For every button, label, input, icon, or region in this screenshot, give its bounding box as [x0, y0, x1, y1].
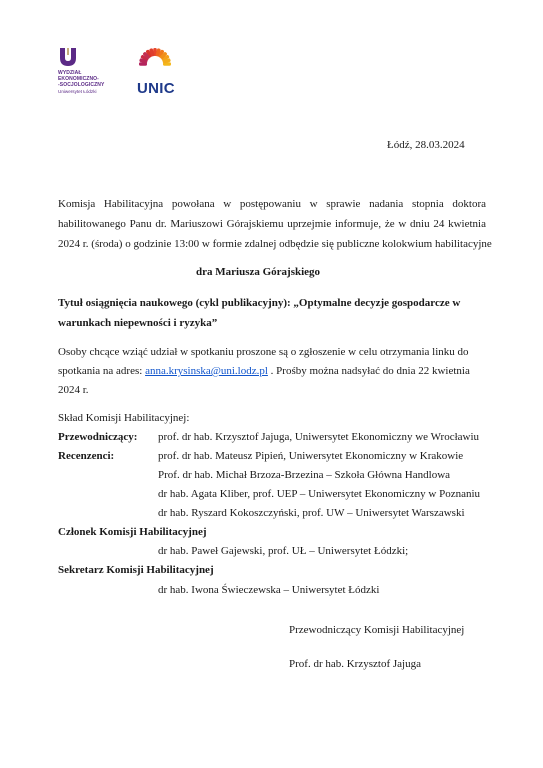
intro-line-3: 2024 r. (środa) o godzinie 13:00 w formie zdalnej odbędzie się publiczne kolokwium habilitacyjne [58, 238, 492, 250]
achievement-line-1: Tytuł osiągnięcia naukowego (cykl publikacyjny): „Optymalne decyzje gospodarcze w [58, 297, 461, 309]
reviewer-2: Prof. dr hab. Michał Brzoza-Brzezina – Szkoła Główna Handlowa [158, 469, 451, 481]
secretary-label: Sekretarz Komisji Habilitacyjnej [58, 564, 214, 576]
achievement-line-2: warunkach niepewności i ryzyka” [58, 317, 218, 329]
reviewers-label: Recenzenci: [58, 450, 115, 462]
unic-wordmark: UNIC [137, 80, 175, 97]
registration-suffix: . Prośby można nadsyłać do dnia 22 kwietnia [267, 365, 470, 377]
reviewer-1: prof. dr hab. Mateusz Pipień, Uniwersytet Ekonomiczny w Krakowie [158, 450, 464, 462]
member-name: dr hab. Paweł Gajewski, prof. UŁ – Uniwersytet Łódzki; [158, 545, 409, 557]
faculty-university: Uniwersytet Łódzki [58, 89, 97, 94]
registration-line-2 [58, 365, 470, 377]
faculty-name-line1: WYDZIAŁ [58, 70, 82, 76]
intro-line-1: Komisja Habilitacyjna powołana w postępowaniu w sprawie nadania stopnia doktora [58, 198, 486, 210]
faculty-logo-mark-icon [58, 46, 78, 68]
registration-line-3: 2024 r. [58, 384, 89, 396]
unic-sun-icon [135, 44, 175, 80]
chair-label: Przewodniczący: [58, 431, 138, 443]
faculty-name-line3: -SOCJOLOGICZNY [58, 82, 105, 88]
document-date: Łódź, 28.03.2024 [387, 139, 465, 151]
registration-prefix: spotkania na adres: [58, 365, 146, 377]
reviewer-3: dr hab. Agata Kliber, prof. UEP – Uniwersytet Ekonomiczny w Poznaniu [158, 488, 481, 500]
faculty-logo [58, 46, 120, 106]
secretary-name: dr hab. Iwona Świeczewska – Uniwersytet Łódzki [158, 584, 380, 596]
member-label: Członek Komisji Habilitacyjnej [58, 526, 207, 538]
signature-name: Prof. dr hab. Krzysztof Jajuga [289, 658, 421, 670]
committee-heading: Skład Komisji Habilitacyjnej: [58, 412, 190, 424]
reviewer-4: dr hab. Ryszard Kokoszczyński, prof. UW – Uniwersytet Warszawski [158, 507, 465, 519]
signature-title: Przewodniczący Komisji Habilitacyjnej [289, 624, 465, 636]
faculty-name-line2: EKONOMICZNO- [58, 76, 99, 82]
registration-line-1: Osoby chcące wziąć udział w spotkaniu proszone są o zgłoszenie w celu otrzymania linku do [58, 346, 469, 358]
intro-line-2: habilitowanego Panu dr. Mariuszowi Górajskiemu uprzejmie informuje, że w dniu 24 kwietnia [58, 218, 486, 230]
chair-name: prof. dr hab. Krzysztof Jajuga, Uniwersytet Ekonomiczny we Wrocławiu [158, 431, 480, 443]
candidate-name: dra Mariusza Górajskiego [196, 266, 321, 278]
contact-email-link[interactable]: anna.krysinska@uni.lodz.pl [145, 365, 268, 377]
unic-logo [135, 44, 175, 100]
